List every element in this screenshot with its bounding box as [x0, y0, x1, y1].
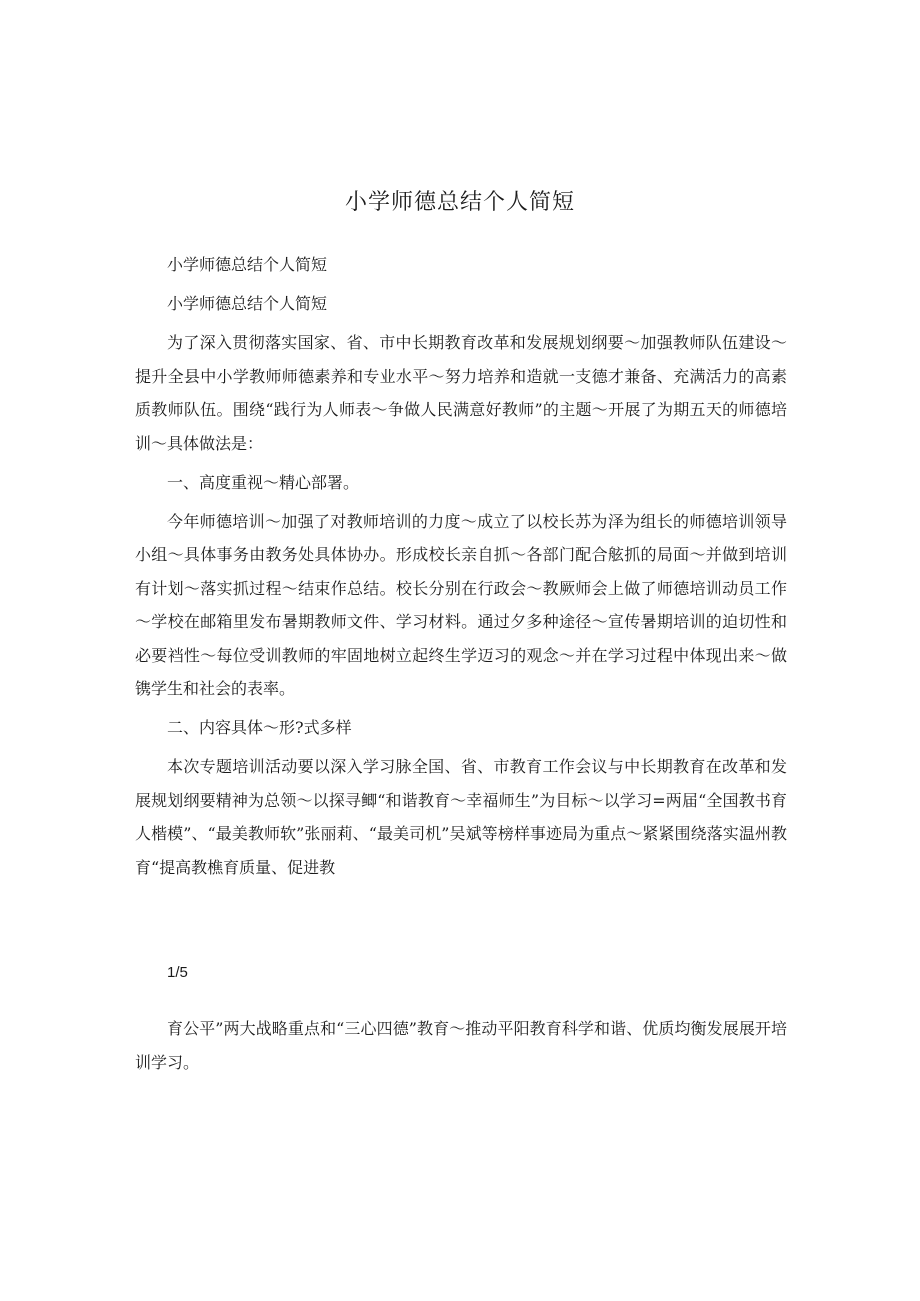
- paragraph-subtitle-1: 小学师德总结个人简短: [167, 255, 328, 274]
- paragraph-subtitle-2: 小学师德总结个人简短: [167, 294, 328, 313]
- paragraph-section-2: 本次专题培训活动要以深入学习脉全国、省、市教育工作会议与中长期教育在改革和发展规划纲要精神为总领～以探寻鲫“和谐教育～幸福师生”为目标～以学习=两届“全国教书育人楷模”、“最美教师软”张丽莉、“最美司机”吴斌等榜样事迹局为重点～紧紧围绕落实温州教育“提高教樵育质量、促进教: [135, 757, 787, 877]
- document-body-continued: [135, 1012, 787, 1079]
- paragraph-intro: 为了深入贯彻落实国家、省、市中长期教育改革和发展规划纲要～加强教师队伍建设～提升全县中小学教师师德素养和专业水平～努力培养和造就一支德才兼备、充满活力的高素质教师队伍。围绕“践行为人师表～争做人民满意好教师”的主题～开展了为期五天的师德培训～具体做法是：: [135, 333, 787, 453]
- paragraph-continuation: 育公平”两大战略重点和“三心四德”教育～推动平阳教育科学和谐、优质均衡发展展开培训学习。: [135, 1019, 787, 1072]
- document-body: [135, 248, 787, 884]
- section-heading-1: 一、高度重视～精心部署。: [167, 472, 360, 492]
- page-number: 1/5: [167, 964, 188, 981]
- paragraph-section-1: 今年师德培训～加强了对教师培训的力度～成立了以校长苏为泽为组长的师德培训领导小组～具体事务由教务处具体协办。形成校长亲自抓～各部门配合舷抓的局面～并做到培训有计划～落实抓过程～结束作总结。校长分别在行政会～教厥师会上做了师德培训动员工作～学校在邮箱里发布暑期教师文件、学习材料。通过夕多种途径～宣传暑期培训的迫切性和必要裆性～每位受训教师的牢固地树立起终生学迈习的观念～并在学习过程中体现出来～做镌学生和社会的表率。: [135, 511, 787, 698]
- section-heading-2: 二、内容具体～形?式多样: [167, 718, 352, 737]
- document-title: 小学师德总结个人简短: [344, 190, 575, 215]
